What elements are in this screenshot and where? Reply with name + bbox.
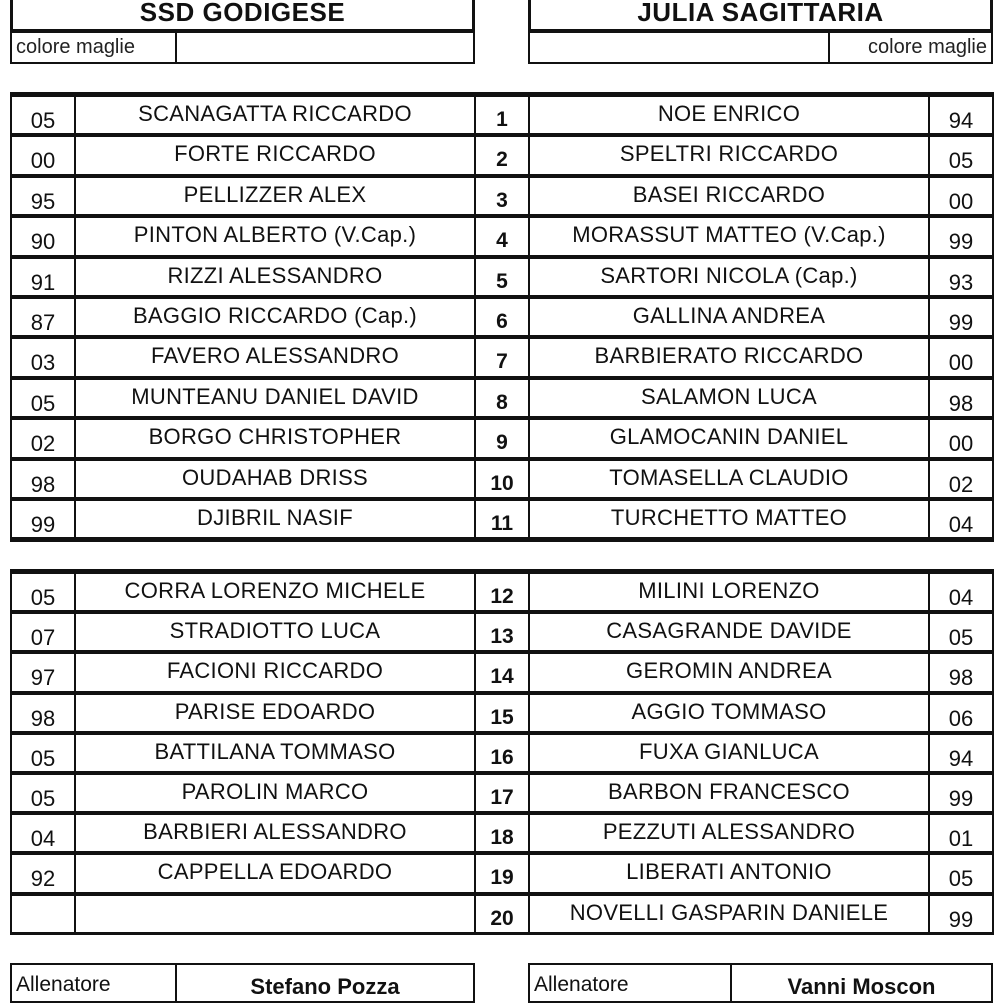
roster-row bbox=[10, 773, 994, 813]
away-year: 94 bbox=[928, 95, 994, 135]
away-year: 94 bbox=[928, 733, 994, 773]
shirt-number: 9 bbox=[474, 418, 530, 458]
home-year: 05 bbox=[10, 95, 76, 135]
home-player: BORGO CHRISTOPHER bbox=[74, 418, 476, 458]
away-year: 99 bbox=[928, 297, 994, 337]
shirt-number: 12 bbox=[474, 572, 530, 612]
away-coach-label: Allenatore bbox=[534, 973, 629, 996]
roster-row bbox=[10, 216, 994, 256]
away-player: TOMASELLA CLAUDIO bbox=[528, 459, 930, 499]
roster-row bbox=[10, 733, 994, 773]
away-player: GALLINA ANDREA bbox=[528, 297, 930, 337]
home-year: 03 bbox=[10, 337, 76, 377]
roster-row bbox=[10, 337, 994, 377]
home-year: 00 bbox=[10, 135, 76, 175]
shirt-number: 7 bbox=[474, 337, 530, 377]
home-player: MUNTEANU DANIEL DAVID bbox=[74, 378, 476, 418]
away-year: 04 bbox=[928, 572, 994, 612]
roster-row bbox=[10, 459, 994, 499]
away-player: BARBIERATO RICCARDO bbox=[528, 337, 930, 377]
away-player: NOE ENRICO bbox=[528, 95, 930, 135]
away-colore-label: colore maglie bbox=[828, 33, 991, 62]
shirt-number: 16 bbox=[474, 733, 530, 773]
home-player: FACIONI RICCARDO bbox=[74, 652, 476, 692]
away-year: 98 bbox=[928, 652, 994, 692]
home-player: BATTILANA TOMMASO bbox=[74, 733, 476, 773]
away-year: 98 bbox=[928, 378, 994, 418]
roster-row bbox=[10, 95, 994, 135]
shirt-number: 1 bbox=[474, 95, 530, 135]
away-player: FUXA GIANLUCA bbox=[528, 733, 930, 773]
home-year: 05 bbox=[10, 733, 76, 773]
roster-row bbox=[10, 853, 994, 893]
home-player bbox=[74, 894, 476, 934]
home-colore-label: colore maglie bbox=[12, 33, 177, 62]
shirt-number: 14 bbox=[474, 652, 530, 692]
home-year: 97 bbox=[10, 652, 76, 692]
home-player: PINTON ALBERTO (V.Cap.) bbox=[74, 216, 476, 256]
away-player: MILINI LORENZO bbox=[528, 572, 930, 612]
shirt-number: 15 bbox=[474, 693, 530, 733]
shirt-number: 10 bbox=[474, 459, 530, 499]
away-player: GLAMOCANIN DANIEL bbox=[528, 418, 930, 458]
away-player: GEROMIN ANDREA bbox=[528, 652, 930, 692]
roster-row bbox=[10, 894, 994, 934]
away-colore-value bbox=[530, 33, 828, 62]
away-player: TURCHETTO MATTEO bbox=[528, 499, 930, 539]
roster-row bbox=[10, 297, 994, 337]
shirt-number: 17 bbox=[474, 773, 530, 813]
shirt-number: 8 bbox=[474, 378, 530, 418]
roster-row bbox=[10, 813, 994, 853]
away-year: 00 bbox=[928, 176, 994, 216]
roster-row bbox=[10, 378, 994, 418]
home-year: 04 bbox=[10, 813, 76, 853]
shirt-number: 5 bbox=[474, 257, 530, 297]
shirt-number: 6 bbox=[474, 297, 530, 337]
roster-row bbox=[10, 176, 994, 216]
home-player: PARISE EDOARDO bbox=[74, 693, 476, 733]
away-year: 01 bbox=[928, 813, 994, 853]
home-colore-maglie bbox=[10, 31, 475, 64]
home-year: 90 bbox=[10, 216, 76, 256]
away-year: 99 bbox=[928, 216, 994, 256]
away-player: SARTORI NICOLA (Cap.) bbox=[528, 257, 930, 297]
away-player: SPELTRI RICCARDO bbox=[528, 135, 930, 175]
away-year: 05 bbox=[928, 135, 994, 175]
shirt-number: 11 bbox=[474, 499, 530, 539]
away-year: 00 bbox=[928, 418, 994, 458]
home-year: 05 bbox=[10, 572, 76, 612]
away-player: MORASSUT MATTEO (V.Cap.) bbox=[528, 216, 930, 256]
home-player: CAPPELLA EDOARDO bbox=[74, 853, 476, 893]
away-year: 93 bbox=[928, 257, 994, 297]
shirt-number: 13 bbox=[474, 612, 530, 652]
home-coach-label: Allenatore bbox=[16, 973, 111, 996]
shirt-number: 18 bbox=[474, 813, 530, 853]
home-player: FAVERO ALESSANDRO bbox=[74, 337, 476, 377]
away-player: PEZZUTI ALESSANDRO bbox=[528, 813, 930, 853]
home-player: SCANAGATTA RICCARDO bbox=[74, 95, 476, 135]
away-player: SALAMON LUCA bbox=[528, 378, 930, 418]
home-year: 05 bbox=[10, 773, 76, 813]
starters-table bbox=[10, 92, 994, 542]
home-player: STRADIOTTO LUCA bbox=[74, 612, 476, 652]
home-year: 99 bbox=[10, 499, 76, 539]
substitutes-table bbox=[10, 569, 994, 935]
roster-row bbox=[10, 499, 994, 539]
away-year: 99 bbox=[928, 894, 994, 934]
roster-row bbox=[10, 135, 994, 175]
home-player: FORTE RICCARDO bbox=[74, 135, 476, 175]
away-coach-name: Vanni Moscon bbox=[730, 965, 991, 1001]
away-year: 05 bbox=[928, 612, 994, 652]
away-player: AGGIO TOMMASO bbox=[528, 693, 930, 733]
home-year: 95 bbox=[10, 176, 76, 216]
home-team-name: SSD GODIGESE bbox=[10, 0, 475, 32]
home-year: 98 bbox=[10, 693, 76, 733]
away-year: 05 bbox=[928, 853, 994, 893]
shirt-number: 20 bbox=[474, 894, 530, 934]
shirt-number: 4 bbox=[474, 216, 530, 256]
home-coach-name: Stefano Pozza bbox=[175, 965, 473, 1001]
roster-row bbox=[10, 612, 994, 652]
roster-row bbox=[10, 418, 994, 458]
home-year: 07 bbox=[10, 612, 76, 652]
shirt-number: 19 bbox=[474, 853, 530, 893]
roster-row bbox=[10, 257, 994, 297]
home-year: 98 bbox=[10, 459, 76, 499]
away-year: 99 bbox=[928, 773, 994, 813]
away-player: NOVELLI GASPARIN DANIELE bbox=[528, 894, 930, 934]
away-team-name: JULIA SAGITTARIA bbox=[528, 0, 993, 32]
home-player: BARBIERI ALESSANDRO bbox=[74, 813, 476, 853]
away-player: BASEI RICCARDO bbox=[528, 176, 930, 216]
home-player: OUDAHAB DRISS bbox=[74, 459, 476, 499]
shirt-number: 2 bbox=[474, 135, 530, 175]
home-year bbox=[10, 894, 76, 934]
home-coach-row bbox=[10, 963, 475, 1003]
home-player: CORRA LORENZO MICHELE bbox=[74, 572, 476, 612]
home-year: 05 bbox=[10, 378, 76, 418]
roster-row bbox=[10, 693, 994, 733]
shirt-number: 3 bbox=[474, 176, 530, 216]
away-colore-maglie bbox=[528, 31, 993, 64]
away-year: 02 bbox=[928, 459, 994, 499]
home-player: PAROLIN MARCO bbox=[74, 773, 476, 813]
away-player: CASAGRANDE DAVIDE bbox=[528, 612, 930, 652]
away-year: 04 bbox=[928, 499, 994, 539]
home-player: BAGGIO RICCARDO (Cap.) bbox=[74, 297, 476, 337]
home-player: PELLIZZER ALEX bbox=[74, 176, 476, 216]
away-player: LIBERATI ANTONIO bbox=[528, 853, 930, 893]
home-year: 02 bbox=[10, 418, 76, 458]
away-year: 00 bbox=[928, 337, 994, 377]
home-year: 92 bbox=[10, 853, 76, 893]
roster-row bbox=[10, 572, 994, 612]
roster-row bbox=[10, 652, 994, 692]
home-year: 91 bbox=[10, 257, 76, 297]
home-player: RIZZI ALESSANDRO bbox=[74, 257, 476, 297]
home-year: 87 bbox=[10, 297, 76, 337]
away-coach-row bbox=[528, 963, 993, 1003]
away-player: BARBON FRANCESCO bbox=[528, 773, 930, 813]
home-player: DJIBRIL NASIF bbox=[74, 499, 476, 539]
away-year: 06 bbox=[928, 693, 994, 733]
home-colore-value bbox=[177, 33, 473, 62]
